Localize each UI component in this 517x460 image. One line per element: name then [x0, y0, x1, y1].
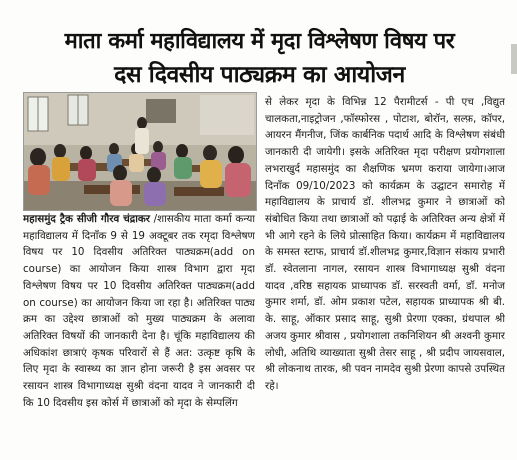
article-column-left [23, 211, 255, 455]
page-edge-mark [511, 44, 517, 74]
article-body-left: /शासकीय माता कर्मा कन्या महाविद्यालय में दिनाँक 9 से 19 अक्टूबर तक रमृदा विश्लेषण विषय पर 10 दिवसीय अतिरिक्त पाठ्यक्रम(add on course) का आयोजन किया शास्त्र विभाग द्वारा मृदा विश्लेषण विषय पर 10 दिवसीय अतिरिक्त पाठ्यक्रम(add on course) का आयोजन किया जा रहा है। अतिरिक्त पाठ्य क्रम का उद्देश्य छात्राओं को मुख्य पाठ्यक्रम के अलावा अतिरिक्त विषयों की जानकारी देना है। चूंकि महाविद्यालय की अधिकांश छात्राएं कृषक परिवारों से हैं अत: उत्कृष्ट कृषि के लिए मृदा के स्वास्थ्य का ज्ञान होना जरूरी है इस अवसर पर रसायन शास्त्र विभागाध्यक्ष सुश्री वंदना यादव ने जानकारी दी कि 10 दिवसीय इस कोर्स में छात्राओं को मृदा के सेम्पलिंग [23, 213, 255, 409]
dateline: महासमुंद ट्रैक सीजी गौरव चंद्राकर [23, 213, 150, 225]
article-column-right [265, 94, 505, 456]
classroom-photo [23, 92, 257, 211]
headline-line-2: दस दिवसीय पाठ्यक्रम का आयोजन [114, 62, 405, 89]
article-body-right: से लेकर मृदा के विभिन्न 12 पैरामीटर्स - पी एच ,विद्युत चालकता,नाइट्रोजन ,फॉस्फोरस , पोटाश, बोरॉन, सल्फ़, कॉपर, आयरन मैंगनीज, जिंक कार्बनिक पदार्थ आदि के विश्लेषण संबंधी जानकारी दी जायेगी। इसके अतिरिक्त मृदा परीक्षण प्रयोगशाला लभराखुर्द महासमुंद का शैक्षणिक भ्रमण कराया जायेगा।आज दिनाँक 09/10/2023 को कार्यक्रम के उद्घाटन समारोह में महाविद्यालय के प्राचार्य डॉ. शीलभद्र कुमार ने छात्राओं को संबोधित किया तथा छात्राओं को पढ़ाई के अतिरिक्त अन्य क्षेत्रों में भी आगे रहने के लिये प्रोत्साहित किया। कार्यक्रम में महाविद्यालय के समस्त स्टाफ, प्राचार्य डॉ.शीलभद्र कुमार,विज्ञान संकाय प्रभारी डॉ. स्वेतलाना नागल, रसायन शास्त्र विभागाध्यक्ष सुश्री वंदना यादव ,वरिष्ठ सहायक प्राध्यापक डॉ. सरस्वती वर्मा, डॉ. मनोज कुमार शर्मा, डॉ. ओम प्रकाश पटेल, सहायक प्राध्यापक श्री बी. के. साहू, ऑकार प्रसाद साहू, सुश्री प्रेरणा एक्का, ग्रंथपाल श्री अजय कुमार श्रीवास , प्रयोगशाला तकनिशियन श्री अश्वनी कुमार लोधी, अतिथि व्याख्याता सुश्री तेसर साहू , श्री प्रदीप जायसवाल, श्री लोकनाथ तारक, श्री पवन नामदेव सुश्री प्रेरणा कापसे उपस्थित रहे। [265, 96, 505, 392]
headline [10, 25, 509, 91]
headline-line-1: माता कर्मा महाविद्यालय में मृदा विश्लेषण विषय पर [64, 29, 455, 55]
